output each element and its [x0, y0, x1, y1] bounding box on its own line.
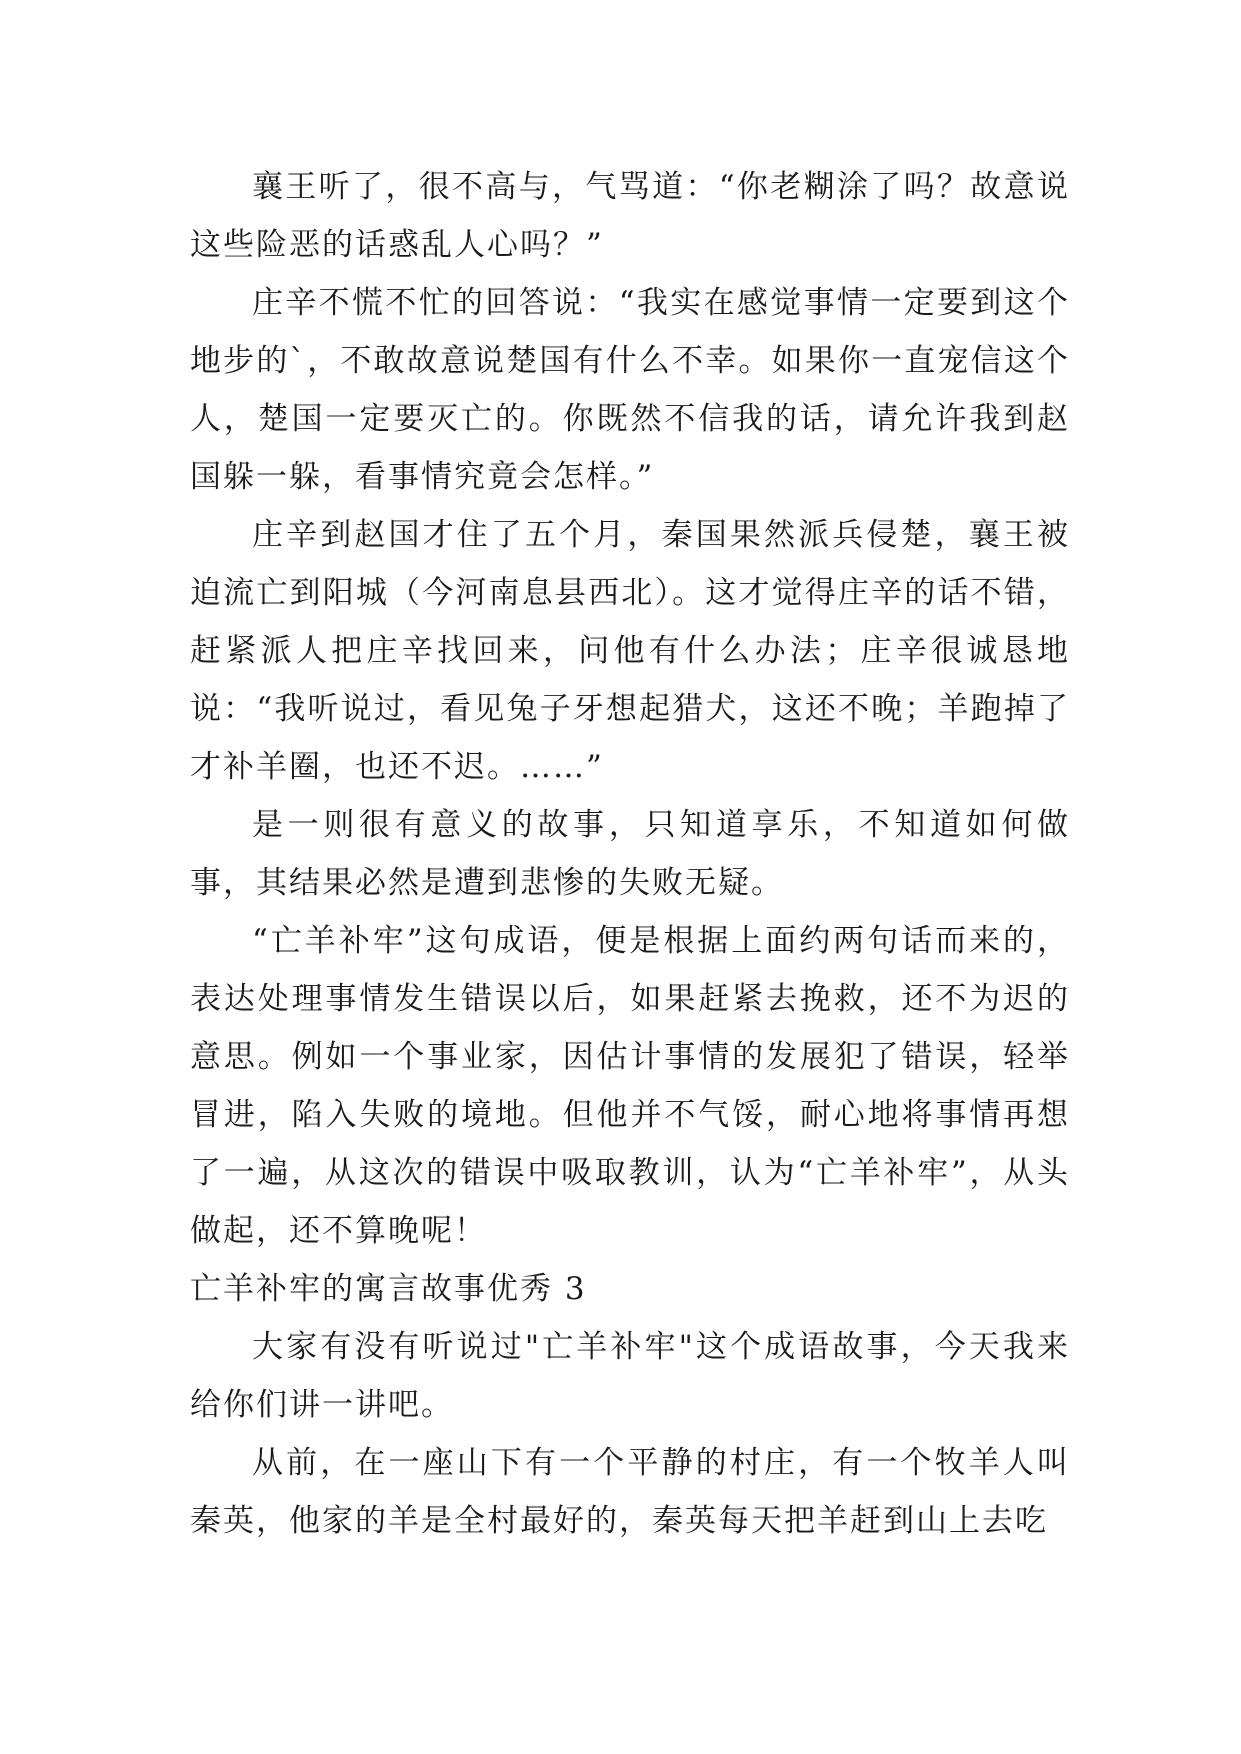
section-paragraph-2: 从前，在一座山下有一个平静的村庄，有一个牧羊人叫秦英，他家的羊是全村最好的，秦英每天把羊赶到山上去吃	[190, 1445, 1070, 1539]
paragraph-3: 庄辛到赵国才住了五个月，秦国果然派兵侵楚，襄王被迫流亡到阳城（今河南息县西北）。这才觉得庄辛的话不错，赶紧派人把庄辛找回来，问他有什么办法；庄辛很诚恳地说：“我听说过，看见兔子牙想起猎犬，这还不晚；羊跑掉了才补羊圈，也还不迟。……”	[190, 517, 1070, 785]
section-heading: 亡羊补牢的寓言故事优秀 3	[190, 1271, 587, 1307]
paragraph-1: 襄王听了，很不高与，气骂道：“你老糊涂了吗？故意说这些险恶的话惑乱人心吗？”	[190, 169, 1070, 263]
paragraph-4: 是一则很有意义的故事，只知道享乐，不知道如何做事，其结果必然是遭到悲惨的失败无疑。	[190, 807, 1070, 901]
document-body	[190, 158, 1070, 1550]
paragraph-2: 庄辛不慌不忙的回答说：“我实在感觉事情一定要到这个地步的`，不敢故意说楚国有什么不幸。如果你一直宠信这个人，楚国一定要灭亡的。你既然不信我的话，请允许我到赵国躲一躲，看事情究竟会怎样。”	[190, 285, 1070, 495]
paragraph-5: “亡羊补牢”这句成语，便是根据上面约两句话而来的，表达处理事情发生错误以后，如果赶紧去挽救，还不为迟的意思。例如一个事业家，因估计事情的发展犯了错误，轻举冒进，陷入失败的境地。但他并不气馁，耐心地将事情再想了一遍，从这次的错误中吸取教训，认为“亡羊补牢”，从头做起，还不算晚呢！	[190, 923, 1070, 1249]
section-paragraph-1: 大家有没有听说过"亡羊补牢"这个成语故事，今天我来给你们讲一讲吧。	[190, 1329, 1070, 1423]
